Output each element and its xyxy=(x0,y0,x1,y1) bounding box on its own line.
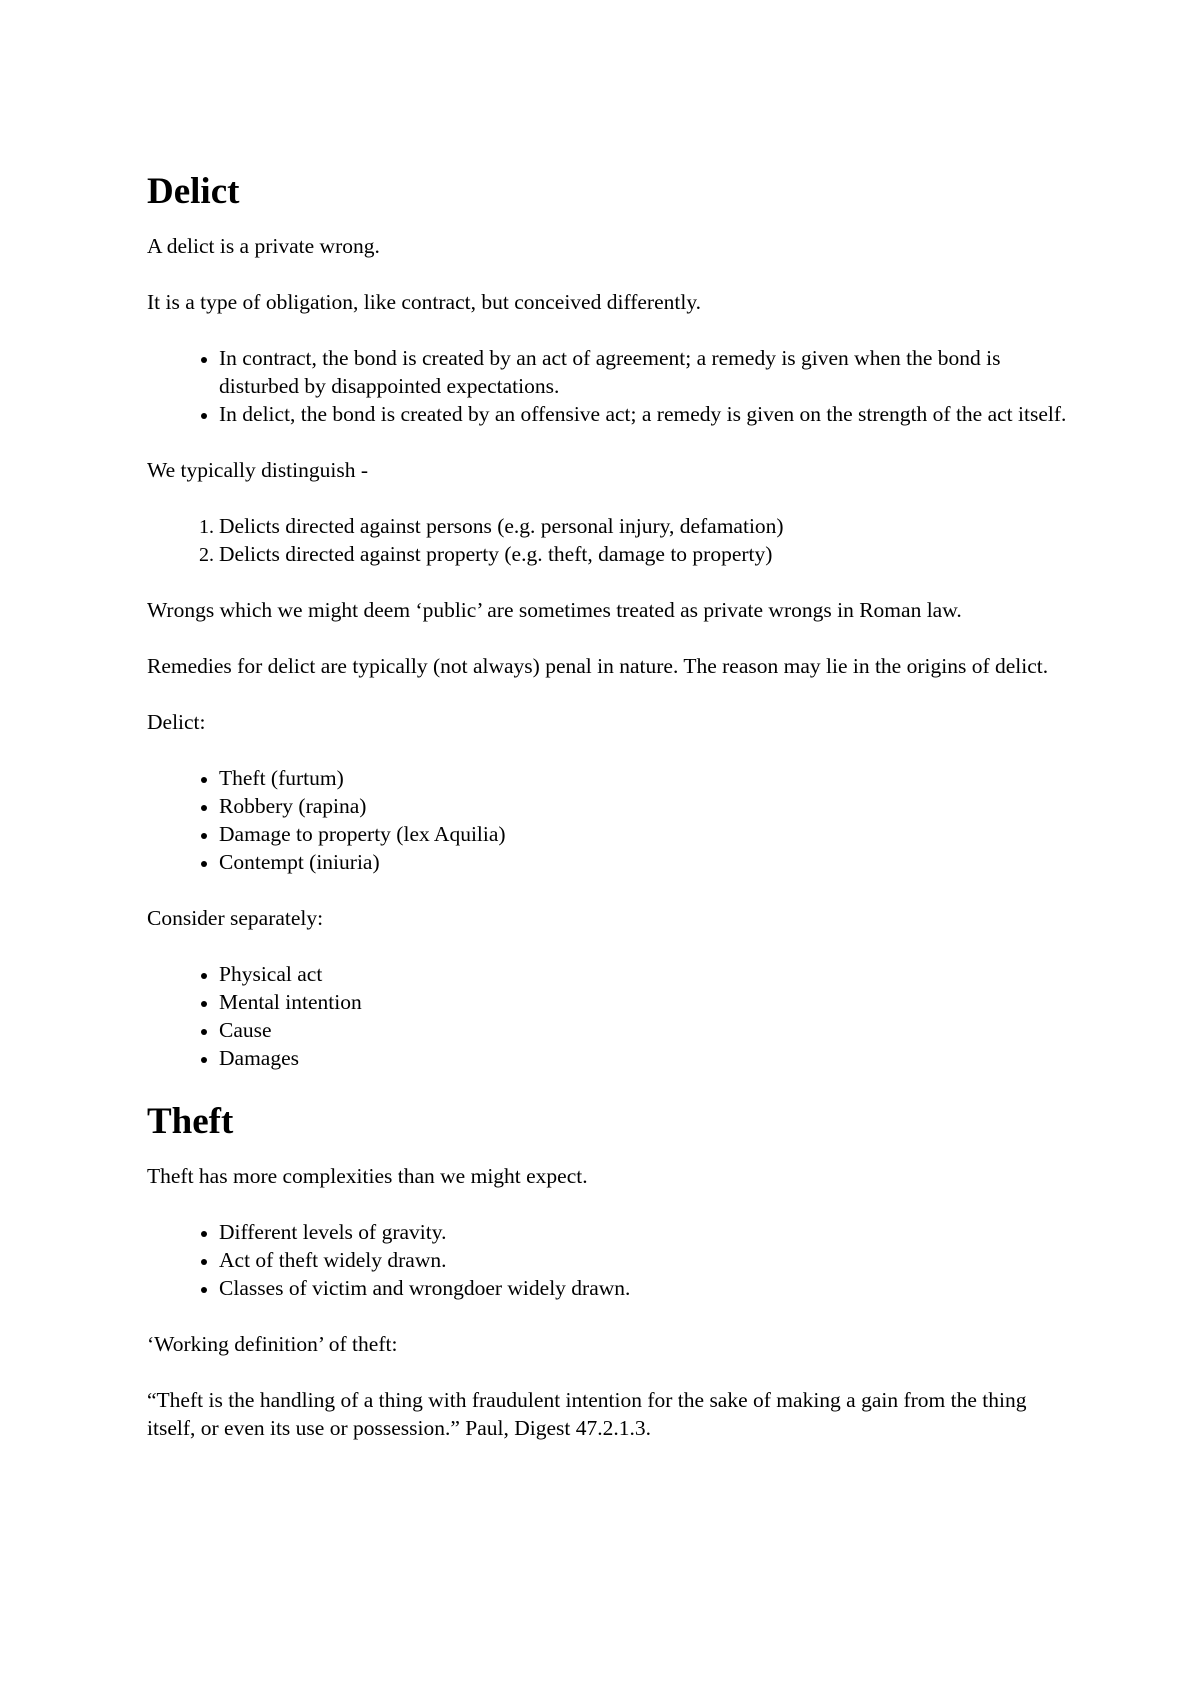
remedies-paragraph: Remedies for delict are typically (not always) penal in nature. The reason may lie in the origins of delict. xyxy=(147,654,1049,678)
list-item: • Mental intention xyxy=(219,988,1067,1016)
list-item: • Cause xyxy=(219,1016,1067,1044)
delict-definition: A delict is a private wrong. xyxy=(147,234,380,258)
delict-types-list xyxy=(147,764,1067,876)
consider-list xyxy=(147,960,1067,1072)
document-page xyxy=(147,170,1067,1470)
list-item: • Physical act xyxy=(219,960,1067,988)
delict-heading: Delict xyxy=(147,171,240,212)
working-definition-label: ‘Working definition’ of theft: xyxy=(147,1332,398,1356)
theft-heading: Theft xyxy=(147,1101,234,1142)
obligation-paragraph: It is a type of obligation, like contract, but conceived differently. xyxy=(147,290,702,314)
list-item: • Different levels of gravity. xyxy=(219,1218,1067,1246)
list-item: 2. Delicts directed against property (e.g. theft, damage to property) xyxy=(219,540,1067,568)
distinguish-list xyxy=(147,512,1067,568)
delict-label: Delict: xyxy=(147,710,206,734)
list-item: • In contract, the bond is created by an act of agreement; a remedy is given when the bond is disturbed by disappointed expectations. xyxy=(219,344,1067,400)
theft-complexities-list xyxy=(147,1218,1067,1302)
theft-definition-quote: “Theft is the handling of a thing with fraudulent intention for the sake of making a gain from the thing itself, or even its use or possession.” Paul, Digest 47.2.1.3. xyxy=(147,1388,1027,1440)
public-wrongs-paragraph: Wrongs which we might deem ‘public’ are sometimes treated as private wrongs in Roman law. xyxy=(147,598,962,622)
list-item: • Classes of victim and wrongdoer widely drawn. xyxy=(219,1274,1067,1302)
list-item: • Damage to property (lex Aquilia) xyxy=(219,820,1067,848)
list-item: • Theft (furtum) xyxy=(219,764,1067,792)
list-item: • Damages xyxy=(219,1044,1067,1072)
distinguish-intro: We typically distinguish - xyxy=(147,458,369,482)
list-item: • Contempt (iniuria) xyxy=(219,848,1067,876)
consider-label: Consider separately: xyxy=(147,906,324,930)
list-item: • In delict, the bond is created by an offensive act; a remedy is given on the strength of the act itself. xyxy=(219,400,1067,428)
contract-vs-delict-list xyxy=(147,344,1067,428)
list-item: • Robbery (rapina) xyxy=(219,792,1067,820)
list-item: 1. Delicts directed against persons (e.g. personal injury, defamation) xyxy=(219,512,1067,540)
list-item: • Act of theft widely drawn. xyxy=(219,1246,1067,1274)
theft-intro: Theft has more complexities than we might expect. xyxy=(147,1164,588,1188)
